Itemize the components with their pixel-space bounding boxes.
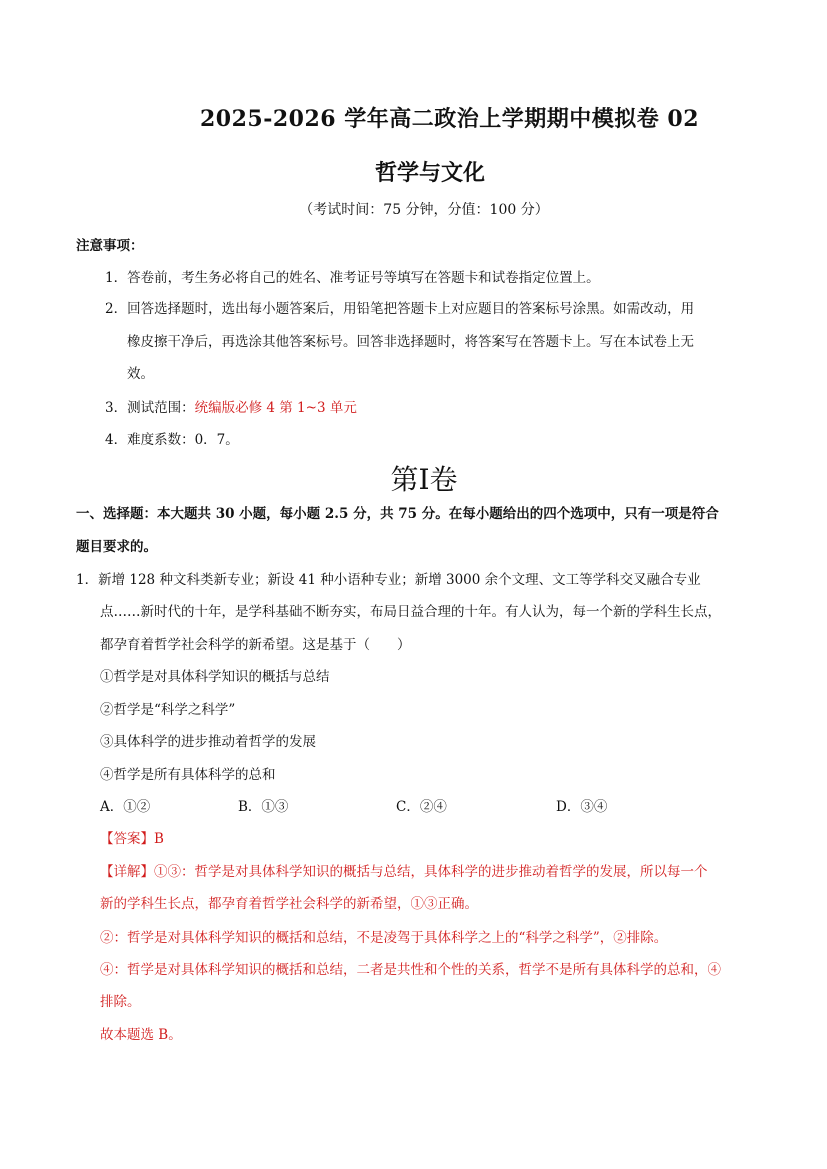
statement-3: ③具体科学的进步推动着哲学的发展: [100, 734, 316, 750]
note-item-3: [105, 396, 357, 416]
exam-time-score: （考试时间：75 分钟，分值：100 分）: [299, 202, 549, 218]
exam-subtitle: 哲学与文化: [374, 160, 485, 186]
notes-heading: 注意事项：: [76, 238, 144, 254]
choice-c: C．②④: [396, 799, 447, 815]
choice-d: D．③④: [556, 799, 608, 815]
note-item-2-cont: 橡皮擦干净后，再选涂其他答案标号。回答非选择题时，将答案写在答题卡上。写在本试卷上无: [127, 334, 694, 350]
test-range: 统编版必修 4 第 1~3 单元: [194, 400, 357, 416]
choice-b: B．①③: [238, 799, 289, 815]
section-heading: 第I卷: [390, 463, 458, 496]
answer-label: 【答案】B: [100, 831, 164, 847]
statement-4: ④哲学是所有具体科学的总和: [100, 767, 276, 783]
part-one-title: 一、选择题：本大题共 30 小题，每小题 2.5 分，共 75 分。在每小题给出的四个选项中，只有一项是符合: [76, 506, 719, 522]
statement-2: ②哲学是“科学之科学”: [100, 702, 236, 718]
analysis-line: ④：哲学是对具体科学知识的概括和总结，二者是共性和个性的关系，哲学不是所有具体科学的总和，④: [100, 962, 721, 978]
choice-a: A．①②: [100, 799, 151, 815]
note-item-1: 1．答卷前，考生务必将自己的姓名、准考证号等填写在答题卡和试卷指定位置上。: [105, 270, 600, 286]
analysis-line: 排除。: [100, 994, 141, 1010]
analysis-line: ②：哲学是对具体科学知识的概括和总结，不是凌驾于具体科学之上的“科学之科学”，②排除。: [100, 930, 668, 946]
note-item-3-prefix: 3．测试范围：: [105, 400, 195, 416]
question-1-stem: 1．新增 128 种文科类新专业；新设 41 种小语种专业；新增 3000 余个文理、文工等学科交叉融合专业: [76, 572, 701, 588]
exam-title: 2025-2026 学年高二政治上学期期中模拟卷 02: [200, 106, 700, 132]
analysis-line: 故本题选 B。: [100, 1027, 182, 1043]
analysis-line: 新的学科生长点，都孕育着哲学社会科学的新希望，①③正确。: [100, 896, 478, 912]
question-1-stem-end: 都孕育着哲学社会科学的新希望。这是基于（ ）: [100, 637, 411, 653]
note-item-2: 2．回答选择题时，选出每小题答案后，用铅笔把答题卡上对应题目的答案标号涂黑。如需改动，用: [105, 301, 695, 317]
question-1-stem-cont: 点……新时代的十年，是学科基础不断夯实，布局日益合理的十年。有人认为，每一个新的学科生长点，: [100, 604, 721, 620]
analysis-line: 【详解】①③：哲学是对具体科学知识的概括与总结，具体科学的进步推动着哲学的发展，所以每一个: [100, 864, 708, 880]
part-one-title-cont: 题目要求的。: [76, 539, 157, 555]
note-item-4: 4．难度系数：0．7。: [105, 432, 239, 448]
note-item-2-end: 效。: [127, 366, 154, 382]
statement-1: ①哲学是对具体科学知识的概括与总结: [100, 669, 330, 685]
